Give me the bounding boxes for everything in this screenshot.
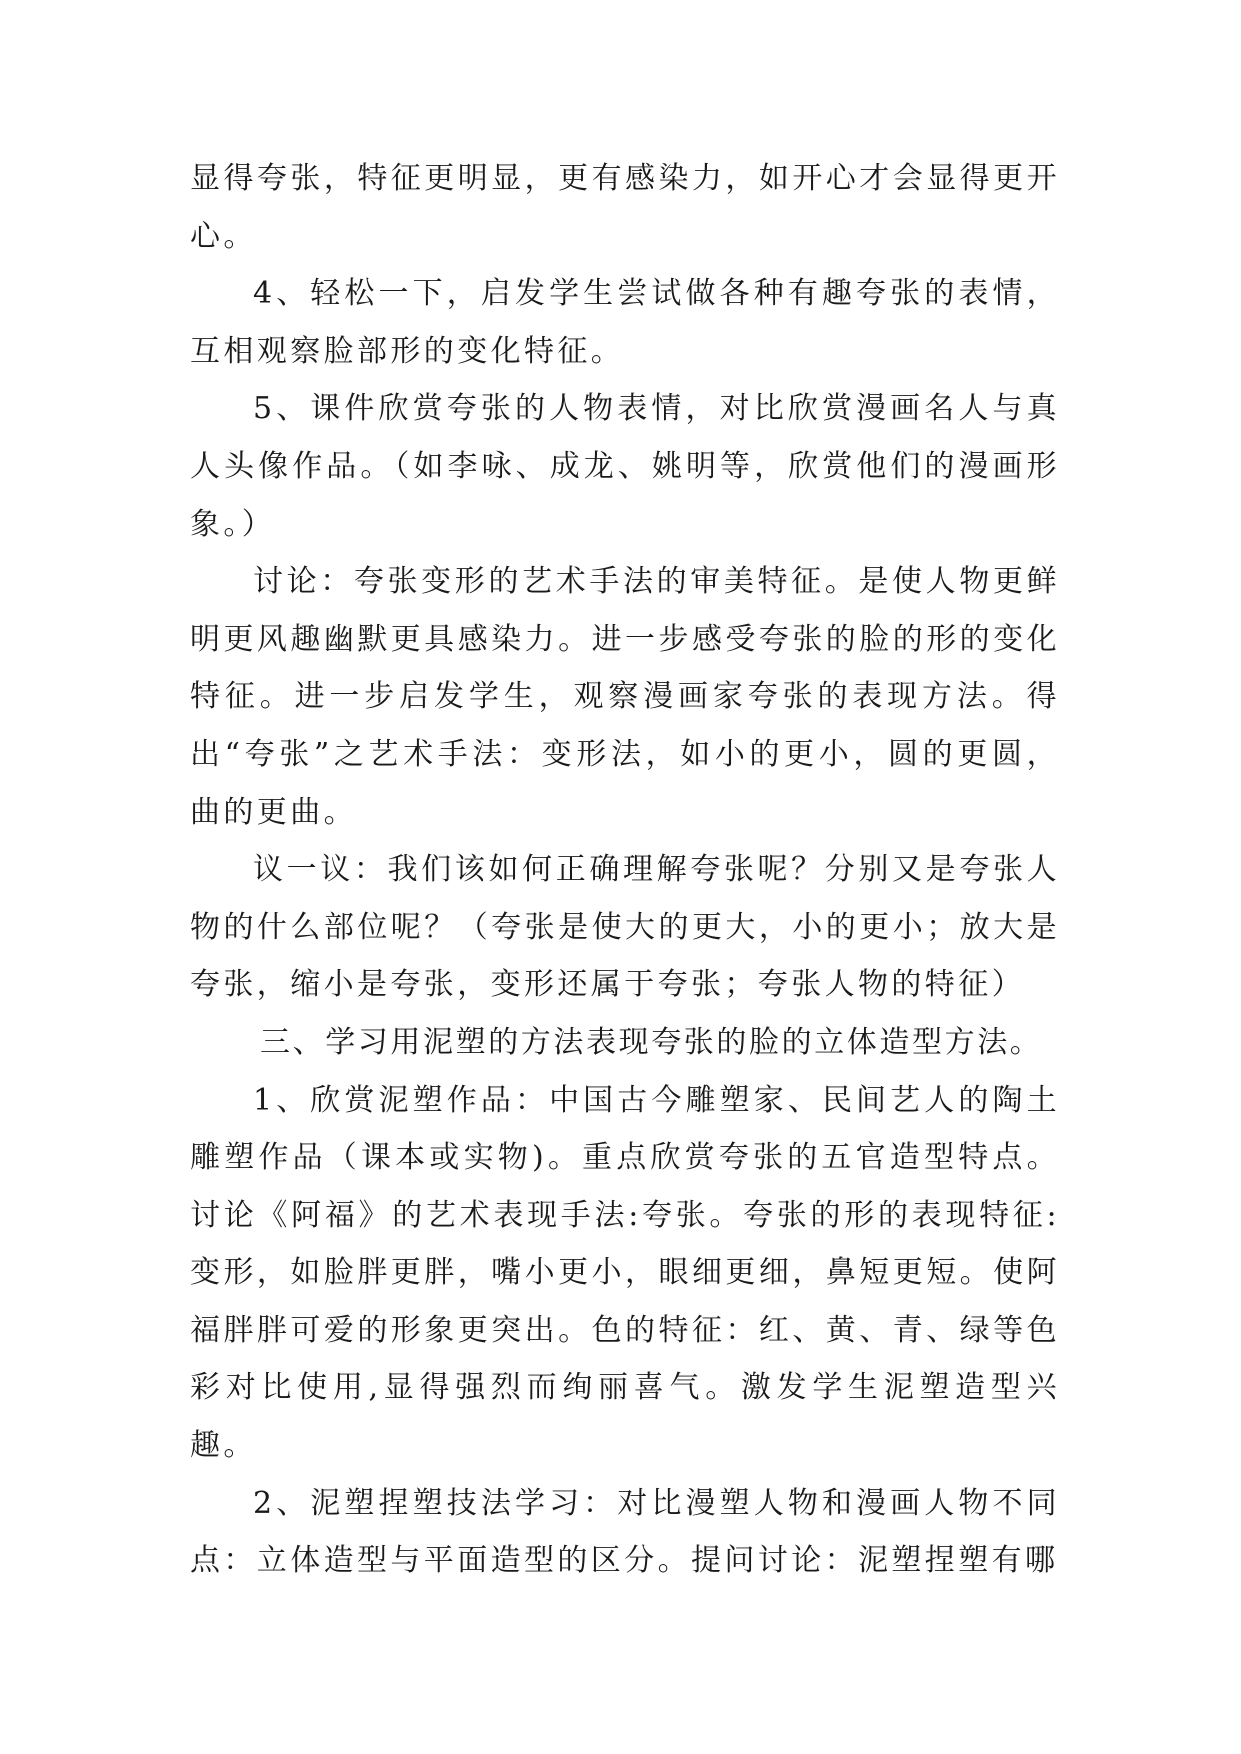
paragraph-discussion: 讨论：夸张变形的艺术手法的审美特征。是使人物更鲜明更风趣幽默更具感染力。进一步感受夸张的脸的形的变化特征。进一步启发学生，观察漫画家夸张的表现方法。得出“夸张”之艺术手法：变形法，如小的更小，圆的更圆，曲的更曲。 xyxy=(190,564,1060,830)
paragraph-discuss-more: 议一议：我们该如何正确理解夸张呢？分别又是夸张人物的什么部位呢？（夸张是使大的更大，小的更小；放大是夸张，缩小是夸张，变形还属于夸张；夸张人物的特征） xyxy=(190,852,1060,1003)
paragraph-clay-item-1: 1、欣赏泥塑作品：中国古今雕塑家、民间艺人的陶土雕塑作品（课本或实物)。重点欣赏夸张的五官造型特点。讨论《阿福》的艺术表现手法:夸张。夸张的形的表现特征:变形，如脸胖更胖，嘴小更小，眼细更细，鼻短更短。使阿福胖胖可爱的形象更突出。色的特征：红、黄、青、绿等色彩对比使用,显得强烈而绚丽喜气。激发学生泥塑造型兴趣。 xyxy=(190,1082,1060,1464)
document-page xyxy=(190,150,1060,1590)
paragraph-continuation: 显得夸张，特征更明显，更有感染力，如开心才会显得更开心。 xyxy=(190,161,1060,254)
section-heading-3: 三、学习用泥塑的方法表现夸张的脸的立体造型方法。 xyxy=(260,1024,1043,1060)
paragraph-item-4: 4、轻松一下，启发学生尝试做各种有趣夸张的表情，互相观察脸部形的变化特征。 xyxy=(190,276,1060,369)
paragraph-item-5: 5、课件欣赏夸张的人物表情，对比欣赏漫画名人与真人头像作品。（如李咏、成龙、姚明等，欣赏他们的漫画形象。） xyxy=(190,391,1060,542)
paragraph-clay-item-2: 2、泥塑捏塑技法学习：对比漫塑人物和漫画人物不同点：立体造型与平面造型的区分。提问讨论：泥塑捏塑有哪 xyxy=(190,1485,1060,1579)
